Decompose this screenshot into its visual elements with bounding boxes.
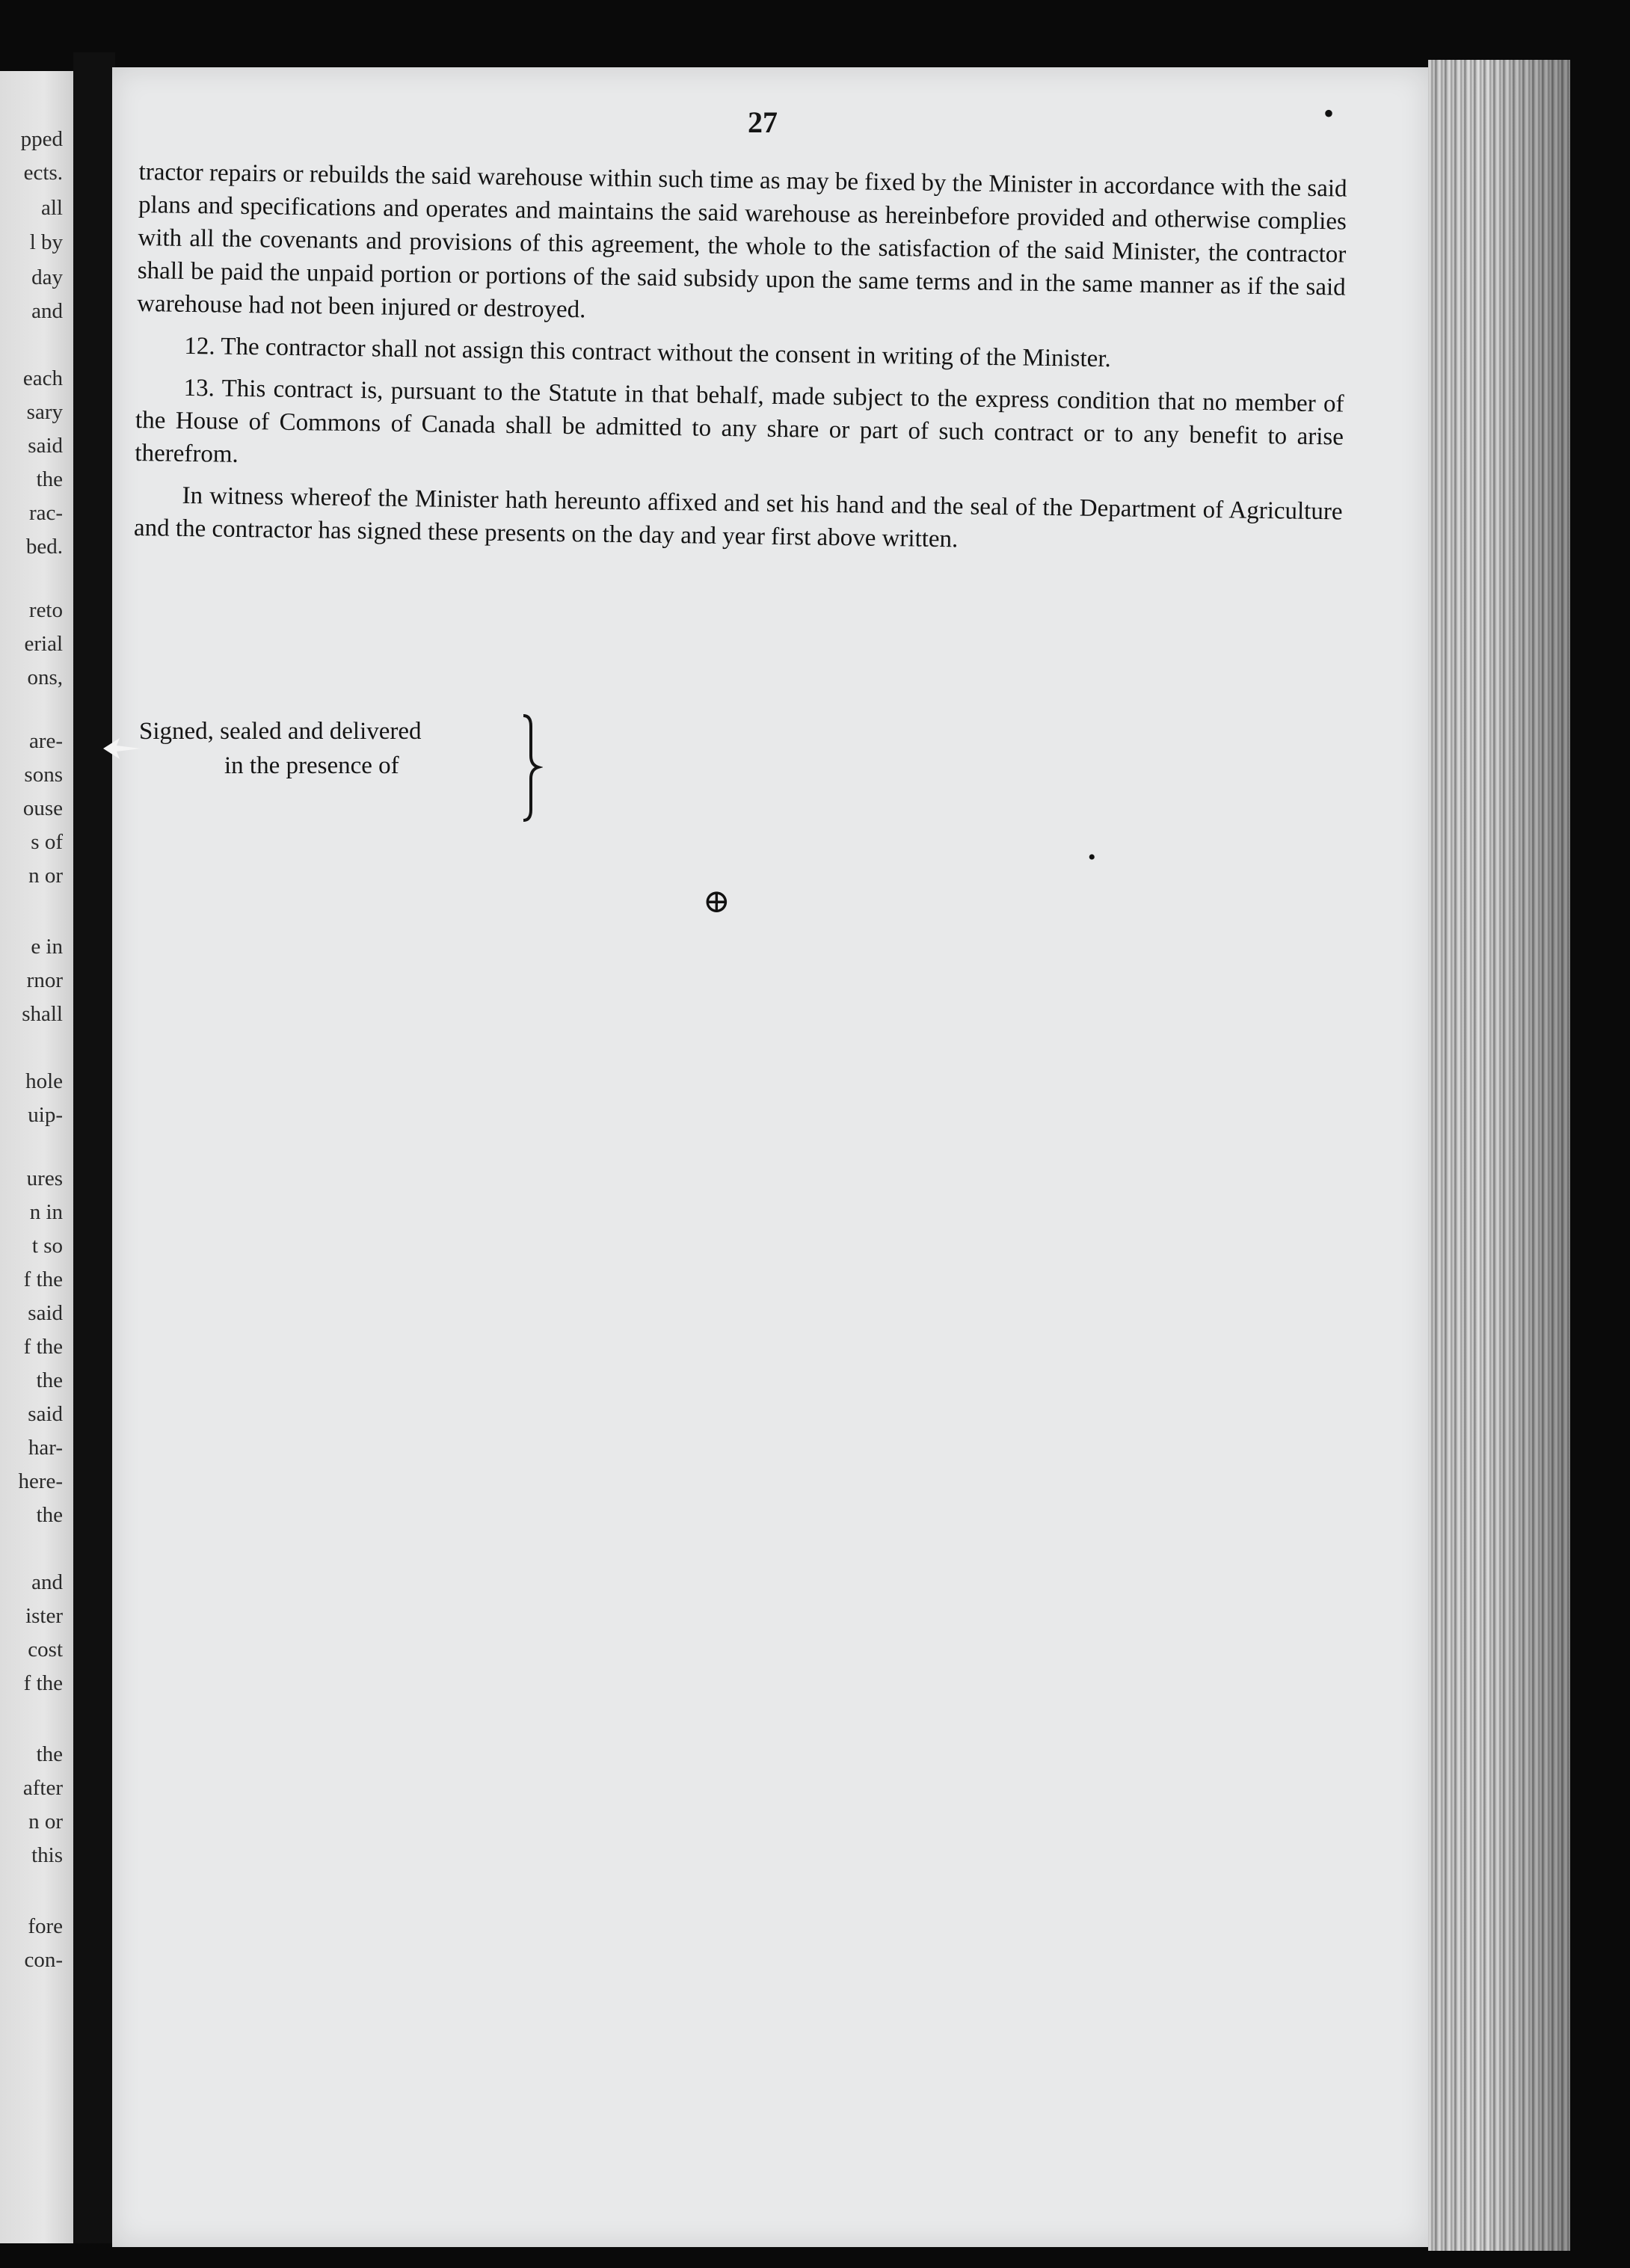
registration-crosshair-icon: ⊕ [703,883,731,920]
paragraph-12: 12. The contractor shall not assign this contract without the consent in writing of the Minister. [184,332,1111,373]
left-page-text-fragment: day [31,265,63,289]
left-facing-page [0,71,73,2243]
left-page-text-fragment: said [28,434,63,458]
left-page-text-fragment: ects. [23,161,63,185]
left-page-text-fragment: f the [23,1671,63,1695]
left-page-text-fragment: t so [31,1234,63,1258]
left-page-text-fragment: the [36,1368,63,1392]
left-page-text-fragment: this [31,1843,63,1867]
paper-notch-mark [103,734,141,763]
left-page-text-fragment: f the [23,1267,63,1291]
left-page-text-fragment: shall [22,1002,63,1026]
left-page-text-fragment: e in [31,935,63,959]
left-page-text-fragment: n or [28,1810,63,1834]
left-page-text-fragment: ons, [27,666,63,689]
left-page-text-fragment: bed. [25,535,63,559]
signature-line-1: Signed, sealed and delivered [139,718,422,745]
left-page-text-fragment: all [41,196,63,220]
left-page-text-fragment: the [36,467,63,491]
left-page-text-fragment: con- [24,1948,63,1972]
left-page-text-fragment: har- [28,1436,63,1460]
left-page-text-fragment: and [31,1570,63,1594]
signature-line-2: in the presence of [224,752,399,779]
paragraph-13: 13. This contract is, pursuant to the Statute in that behalf, made subject to the express condition that no member of the House of Commons of Canada shall be admitted to any share or part of such contract or to any benefit to arise therefrom. [135,374,1344,468]
book-gutter [73,52,115,2243]
left-page-text-fragment: erial [24,632,63,656]
body-text [134,156,1347,571]
left-page-text-fragment: rac- [28,501,63,525]
left-page-text-fragment: ures [26,1167,63,1190]
ink-dot-mark: • [1323,96,1335,130]
page-edge-stack [1428,60,1570,2251]
left-page-text-fragment: hole [25,1069,63,1093]
page-number: 27 [748,105,778,139]
left-page-text-fragment: are- [28,729,63,753]
signature-block [139,714,422,783]
left-page-text-fragment: l by [29,230,63,254]
left-page-text-fragment: s of [31,830,63,854]
left-page-text-fragment: said [28,1301,63,1325]
left-page-text-fragment: the [36,1503,63,1527]
left-page-text-fragment: reto [28,598,63,622]
left-page-text-fragment: after [22,1776,63,1800]
left-page-text-fragment: here- [18,1469,63,1493]
left-page-text-fragment: n in [29,1200,63,1224]
left-page-text-fragment: rnor [26,968,63,992]
left-page-text-fragment: fore [28,1914,63,1938]
left-page-text-fragment: f the [23,1335,63,1359]
left-page-text-fragment: said [28,1402,63,1426]
left-page-text-fragment: the [36,1742,63,1766]
left-page-text-fragment: uip- [28,1103,63,1127]
left-page-text-fragment: ouse [22,796,63,820]
left-page-text-fragment: sary [26,400,63,424]
paragraph-11-continuation: tractor repairs or rebuilds the said warehouse within such time as may be fixed by the Minister in accordance with the said plans and specifications and operates and maintains the said warehouse as hereinbefore provided and otherwise complies with all the covenants and provisions of this agreement, the whole to the satisfaction of the said Minister, the contractor shall be paid the unpaid portion or portions of the said subsidy upon the same terms and in the same manner as if the said warehouse had not been injured or destroyed. [136,158,1347,324]
left-page-text-fragment: n or [28,864,63,888]
ink-dot-mark: • [1088,845,1096,870]
curly-brace-icon [520,711,543,823]
left-page-text-fragment: each [22,366,63,390]
left-page-text-fragment: and [31,299,63,323]
left-page-text-fragment: cost [28,1638,63,1662]
witness-clause: In witness whereof the Minister hath hereunto affixed and set his hand and the seal of the Department of Agriculture and the contractor has signed these presents on the day and year first above written. [133,482,1343,553]
document-page [112,67,1428,2247]
left-page-text-fragment: pped [20,127,63,151]
left-page-text-fragment: sons [24,763,63,787]
left-page-text-fragment: ister [25,1604,63,1628]
